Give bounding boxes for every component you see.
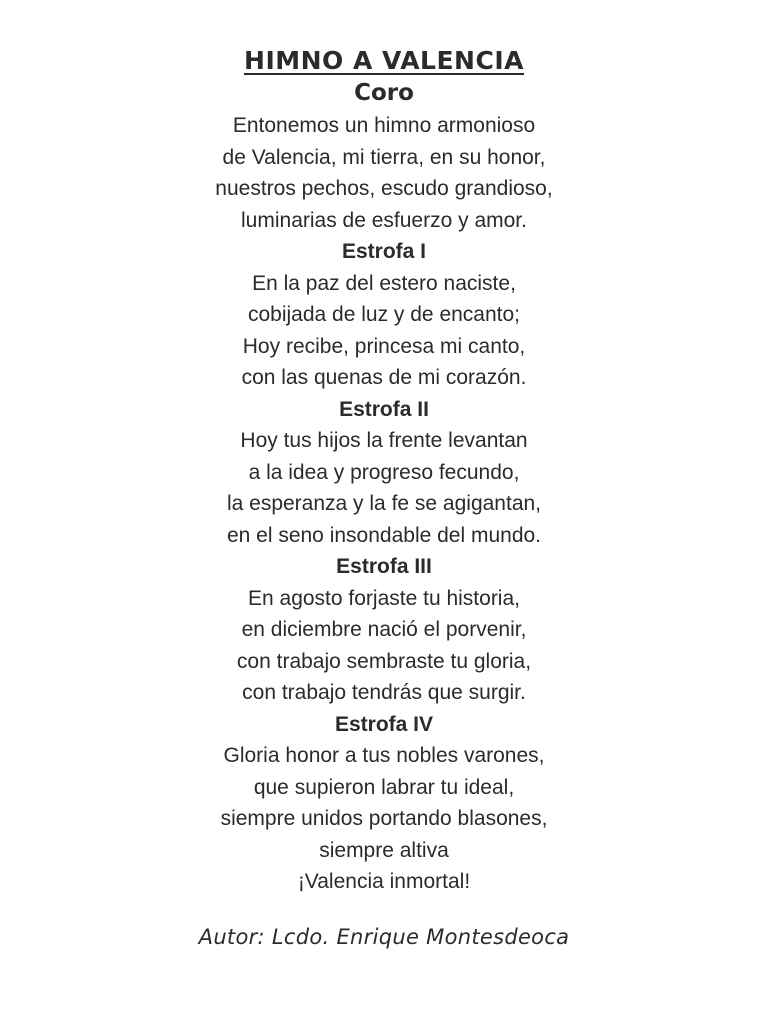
chorus-section: [0, 78, 768, 236]
verse-line: la esperanza y la fe se agigantan,: [226, 492, 542, 515]
document-title: HIMNO A VALENCIA: [244, 46, 524, 75]
hymn-page: [0, 44, 768, 952]
verse-line: con trabajo sembraste tu gloria,: [236, 649, 532, 673]
verse-line: cobijada de luz y de encanto;: [247, 303, 521, 326]
verse-line: nuestros pechos, escudo grandioso,: [215, 177, 553, 200]
verse-line: que supieron labrar tu ideal,: [253, 775, 515, 799]
author-credit: Autor: Lcdo. Enrique Montesdeoca: [198, 924, 570, 949]
verse-line: luminarias de esfuerzo y amor.: [241, 208, 527, 232]
verse-line: Gloria honor a tus nobles varones,: [223, 744, 545, 767]
stanza-section: [0, 394, 768, 552]
verse-line: en el seno insondable del mundo.: [226, 523, 542, 547]
chorus-heading: Coro: [354, 80, 414, 106]
stanza-heading: Estrofa IV: [334, 712, 434, 736]
verse-line: de Valencia, mi tierra, en su honor,: [222, 145, 546, 169]
stanza-section: [0, 709, 768, 898]
verse-line: siempre unidos portando blasones,: [220, 807, 548, 830]
verse-line: ¡Valencia inmortal!: [297, 870, 471, 893]
stanza-heading: Estrofa II: [339, 397, 429, 421]
verse-line: Hoy tus hijos la frente levantan: [240, 429, 528, 452]
verse-line: siempre altiva: [319, 838, 449, 862]
verse-line: a la idea y progreso fecundo,: [248, 460, 520, 484]
verse-line: En la paz del estero naciste,: [252, 271, 516, 295]
stanza-section: [0, 236, 768, 394]
stanza-heading: Estrofa I: [341, 240, 427, 263]
verse-line: con trabajo tendrás que surgir.: [242, 681, 526, 704]
verse-line: con las quenas de mi corazón.: [241, 366, 527, 389]
verse-line: En agosto forjaste tu historia,: [248, 586, 520, 610]
verse-line: en diciembre nació el porvenir,: [241, 618, 527, 641]
verse-line: Hoy recibe, princesa mi canto,: [242, 334, 526, 358]
stanza-section: [0, 551, 768, 709]
verse-line: Entonemos un himno armonioso: [232, 114, 536, 137]
stanza-heading: Estrofa III: [336, 555, 432, 578]
